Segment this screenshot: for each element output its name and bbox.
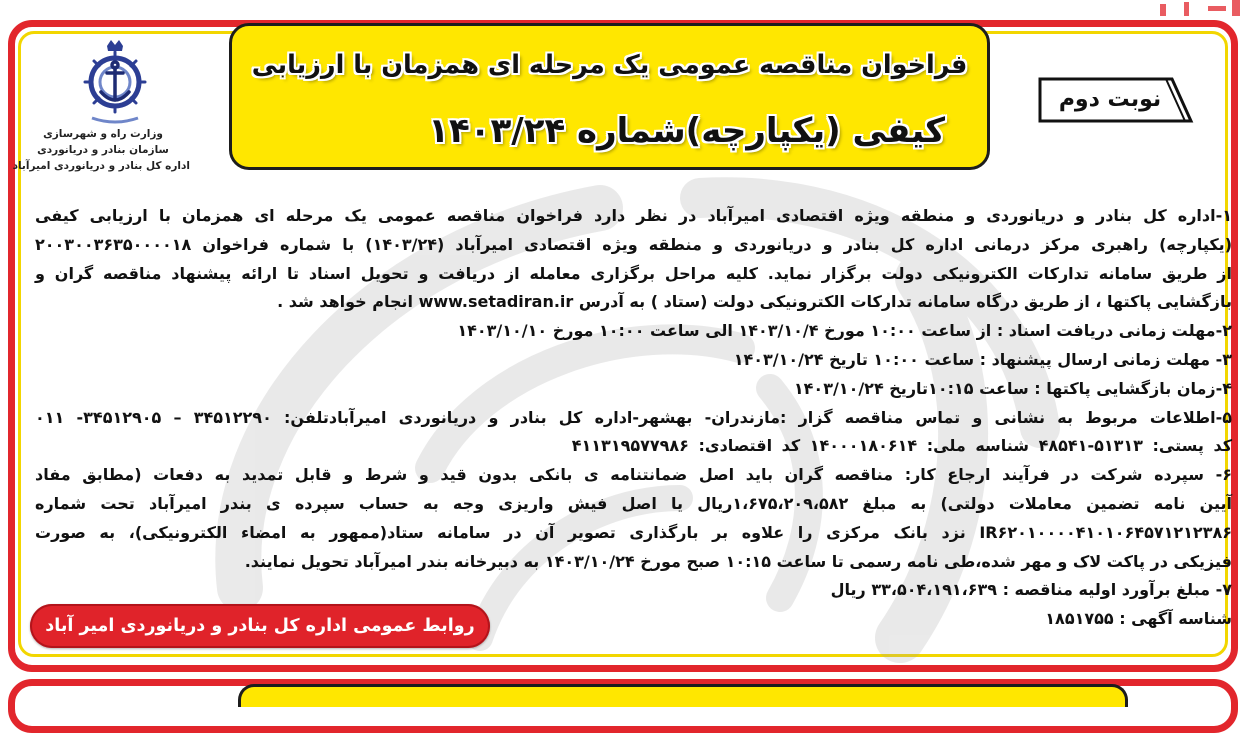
ports-maritime-emblem-icon [80,38,150,126]
estimated-amount: ۷- مبلغ برآورد اولیه مناقصه : ۳۳،۵۰۴،۱۹۱،۶۳۹ ریال [830,580,1232,600]
tender-title-line-2: کیفی (یکپارچه)شماره ۱۴۰۳/۲۴ [428,111,945,151]
ad-identifier: شناسه آگهی : ۱۸۵۱۷۵۵ [1045,609,1232,629]
bid-bond-line-4: فیزیکی در پاکت لاک و مهر شده،طی نامه رسمی تا ساعت ۱۰:۱۵ صبح مورخ ۱۴۰۳/۱۰/۲۴ به دبیرخانه بندر امیرآباد تحویل نمایند. [244,551,1232,571]
tender-body [35,202,1232,634]
tender-title-line-1: فراخوان مناقصه عمومی یک مرحله ای همزمان با ارزیابی [251,50,968,80]
public-relations-badge [30,604,490,648]
title-banner [229,23,990,170]
bid-bond-line-3-iban: IR۶۲۰۱۰۰۰۰۴۱۰۱۰۶۴۵۷۱۲۱۲۳۸۶ نزد بانک مرکزی را علاوه بر بارگذاری تصویر آن در سامانه ستاد(ممهور به امضاء الکترونیکی)، به صورت [35,522,1232,542]
body-line-3: از طریق سامانه تدارکات الکترونیکی دولت برگزار نماید. کلیه مراحل برگزاری معامله از دریافت و تحویل اسناد تا ارائه پیشنهاد مناقصه گران و [35,263,1232,283]
postal-national-economic-codes: کد پستی: ۵۱۳۱۳-۴۸۵۴۱ شناسه ملی: ۱۴۰۰۰۱۸۰۶۱۴ کد اقتصادی: ۴۱۱۳۱۹۵۷۷۹۸۶ [571,436,1232,456]
bid-bond-line-1: ۶- سپرده شرکت در فرآیند ارجاع کار: مناقصه گران باید اصل ضمانتنامه ی بانکی بدون قید و شرط و قابل تمدید به دفعات (مطابق مفاد [35,465,1232,485]
bid-bond-line-2: آیین نامه تضمین معاملات دولتی) به مبلغ ۱،۶۷۵،۲۰۹،۵۸۲ریال یا اصل فیش واریزی وجه به حساب سپرده ی بندر امیرآباد تحت شماره [35,493,1232,513]
previous-ad-fragment [1150,0,1244,18]
ministry-name: وزارت راه و شهرسازی [43,128,163,140]
document-receipt-deadline: ۲-مهلت زمانی دریافت اسناد : از ساعت ۱۰:۰۰ مورخ ۱۴۰۳/۱۰/۴ الی ساعت ۱۰:۰۰ مورخ ۱۴۰۳/۱۰/۱۰ [457,321,1232,341]
ports-organization-name: سازمان بنادر و دریانوردی [37,144,169,156]
body-line-4-website: بازگشایی پاکتها ، از طریق درگاه سامانه تدارکات الکترونیکی دولت (ستاد ) به آدرس www.setadiran.ir انجام خواهد شد . [277,292,1232,312]
body-line-1: ۱-اداره کل بنادر و دریانوردی و منطقه ویژه اقتصادی امیرآباد در نظر دارد فراخوان مناقصه عمومی یک مرحله ای همزمان با ارزیابی کیفی [35,206,1232,225]
proposal-submission-deadline: ۳- مهلت زمانی ارسال پیشنهاد : ساعت ۱۰:۰۰ تاریخ ۱۴۰۳/۱۰/۲۴ [733,349,1232,369]
publication-turn-label: نوبت دوم [1058,87,1162,112]
amirabad-directorate-name: اداره کل بنادر و دریانوردی امیرآباد [12,160,190,172]
envelope-opening-time: ۴-زمان بازگشایی پاکتها : ساعت ۱۰:۱۵تاریخ ۱۴۰۳/۱۰/۲۴ [793,378,1232,398]
public-relations-label: روابط عمومی اداره کل بنادر و دریانوردی امیر آباد [45,616,475,636]
organization-name-block [12,126,190,174]
publication-turn-box [1038,77,1194,123]
body-line-2: (یکپارچه) راهبری مرکز درمانی اداره کل بنادر و دریانوردی و منطقه ویژه اقتصادی امیرآباد (۱۴۰۳/۲۴) با شماره فراخوان ۲۰۰۳۰۰۳۶۳۵۰۰۰۰۱۸ [35,234,1233,254]
contact-address-phone: ۵-اطلاعات مربوط به نشانی و تماس مناقصه گزار :مازندران- بهشهر-اداره کل بنادر و دریانوردی امیرآبادتلفن: ۳۴۵۱۲۲۹۰ – ۳۴۵۱۲۹۰۵- ۰۱۱ [35,407,1233,427]
